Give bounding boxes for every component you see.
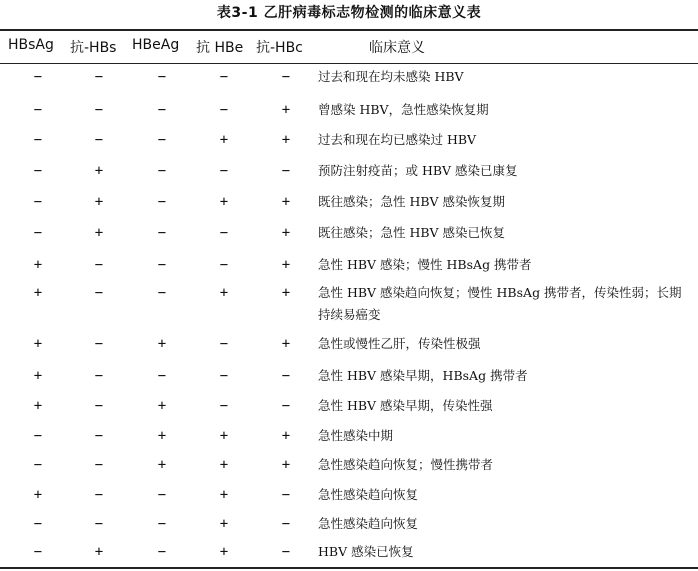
marker-cell: − xyxy=(94,457,104,473)
marker-cell: + xyxy=(281,194,291,210)
marker-cell: − xyxy=(157,544,167,560)
marker-cell: − xyxy=(157,102,167,118)
marker-cell: − xyxy=(33,544,43,560)
marker-cell: − xyxy=(94,102,104,118)
marker-cell: + xyxy=(33,336,43,352)
header-rule xyxy=(0,63,698,64)
clinical-meaning-cell: 急性感染中期 xyxy=(318,428,394,443)
clinical-meaning-cell: HBV 感染已恢复 xyxy=(318,544,414,559)
clinical-meaning-cell: 急性 HBV 感染早期，传染性强 xyxy=(318,398,493,413)
marker-cell: − xyxy=(33,428,43,444)
marker-cell: − xyxy=(157,368,167,384)
marker-cell: + xyxy=(281,257,291,273)
marker-cell: − xyxy=(281,163,291,179)
marker-cell: + xyxy=(157,336,167,352)
marker-cell: − xyxy=(157,132,167,148)
clinical-meaning-cell: 急性 HBV 感染趋向恢复；慢性 HBsAg 携带者，传染性弱；长期持续易癌变 xyxy=(318,285,682,322)
marker-cell: + xyxy=(281,285,291,301)
clinical-meaning-cell: 过去和现在均已感染过 HBV xyxy=(318,132,477,147)
marker-cell: − xyxy=(94,428,104,444)
marker-cell: − xyxy=(281,516,291,532)
marker-cell: − xyxy=(157,194,167,210)
marker-cell: + xyxy=(157,428,167,444)
marker-cell: − xyxy=(33,194,43,210)
marker-cell: − xyxy=(219,102,229,118)
marker-cell: − xyxy=(219,225,229,241)
marker-cell: − xyxy=(157,257,167,273)
marker-cell: − xyxy=(219,336,229,352)
marker-cell: − xyxy=(281,368,291,384)
marker-cell: − xyxy=(94,132,104,148)
marker-cell: + xyxy=(219,428,229,444)
marker-cell: − xyxy=(157,225,167,241)
marker-cell: − xyxy=(157,487,167,503)
clinical-meaning-cell: 急性 HBV 感染；慢性 HBsAg 携带者 xyxy=(318,257,532,272)
marker-cell: + xyxy=(157,398,167,414)
marker-cell: − xyxy=(33,102,43,118)
marker-cell: + xyxy=(33,257,43,273)
marker-cell: − xyxy=(219,398,229,414)
header-hbsag: HBsAg xyxy=(8,37,54,53)
table-title: 表3-1 乙肝病毒标志物检测的临床意义表 xyxy=(216,5,482,21)
clinical-meaning-cell: 过去和现在均未感染 HBV xyxy=(318,69,464,84)
marker-cell: − xyxy=(94,398,104,414)
marker-cell: + xyxy=(281,428,291,444)
clinical-meaning-cell: 既往感染；急性 HBV 感染已恢复 xyxy=(318,225,506,240)
marker-cell: − xyxy=(219,69,229,85)
marker-cell: + xyxy=(219,487,229,503)
header-anti-hbe: 抗 HBe xyxy=(196,40,244,56)
marker-cell: + xyxy=(33,368,43,384)
marker-cell: + xyxy=(281,336,291,352)
top-rule xyxy=(0,29,698,31)
clinical-meaning-cell: 急性感染趋向恢复 xyxy=(318,516,419,531)
marker-cell: + xyxy=(219,544,229,560)
marker-cell: − xyxy=(281,398,291,414)
marker-cell: + xyxy=(94,163,104,179)
marker-cell: − xyxy=(94,368,104,384)
marker-cell: + xyxy=(219,285,229,301)
marker-cell: − xyxy=(33,516,43,532)
marker-cell: + xyxy=(219,132,229,148)
clinical-meaning-cell: 急性感染趋向恢复 xyxy=(318,487,419,502)
clinical-meaning-cell: 曾感染 HBV，急性感染恢复期 xyxy=(318,102,489,117)
marker-cell: − xyxy=(94,336,104,352)
marker-cell: − xyxy=(33,132,43,148)
marker-cell: + xyxy=(94,225,104,241)
marker-cell: + xyxy=(33,487,43,503)
marker-cell: − xyxy=(219,368,229,384)
marker-cell: + xyxy=(281,225,291,241)
marker-cell: + xyxy=(281,457,291,473)
header-anti-hbs: 抗-HBs xyxy=(70,40,117,56)
clinical-meaning-cell: 预防注射疫苗；或 HBV 感染已康复 xyxy=(318,163,518,178)
marker-cell: − xyxy=(281,544,291,560)
marker-cell: + xyxy=(94,544,104,560)
marker-cell: − xyxy=(33,163,43,179)
clinical-meaning-cell: 急性 HBV 感染早期，HBsAg 携带者 xyxy=(318,368,528,383)
marker-cell: − xyxy=(157,69,167,85)
marker-cell: − xyxy=(33,457,43,473)
marker-cell: + xyxy=(33,398,43,414)
marker-cell: + xyxy=(281,132,291,148)
marker-cell: + xyxy=(219,457,229,473)
marker-cell: + xyxy=(281,102,291,118)
marker-cell: − xyxy=(219,163,229,179)
header-hbeag: HBeAg xyxy=(132,37,180,53)
marker-cell: − xyxy=(219,257,229,273)
marker-cell: − xyxy=(94,285,104,301)
marker-cell: − xyxy=(157,285,167,301)
header-anti-hbc: 抗-HBc xyxy=(256,40,303,56)
marker-cell: − xyxy=(33,225,43,241)
marker-cell: − xyxy=(157,516,167,532)
marker-cell: − xyxy=(94,69,104,85)
clinical-meaning-cell: 既往感染；急性 HBV 感染恢复期 xyxy=(318,194,506,209)
marker-cell: + xyxy=(94,194,104,210)
marker-cell: − xyxy=(94,516,104,532)
marker-cell: − xyxy=(94,257,104,273)
marker-cell: − xyxy=(281,69,291,85)
marker-cell: − xyxy=(157,163,167,179)
marker-cell: + xyxy=(157,457,167,473)
marker-cell: + xyxy=(219,516,229,532)
header-clinical-meaning: 临床意义 xyxy=(369,40,425,56)
marker-cell: + xyxy=(33,285,43,301)
bottom-rule xyxy=(0,567,698,569)
marker-cell: − xyxy=(33,69,43,85)
clinical-meaning-cell: 急性感染趋向恢复；慢性携带者 xyxy=(318,457,494,472)
marker-cell: − xyxy=(94,487,104,503)
marker-cell: − xyxy=(281,487,291,503)
clinical-meaning-cell: 急性或慢性乙肝，传染性极强 xyxy=(318,336,481,351)
marker-cell: + xyxy=(219,194,229,210)
